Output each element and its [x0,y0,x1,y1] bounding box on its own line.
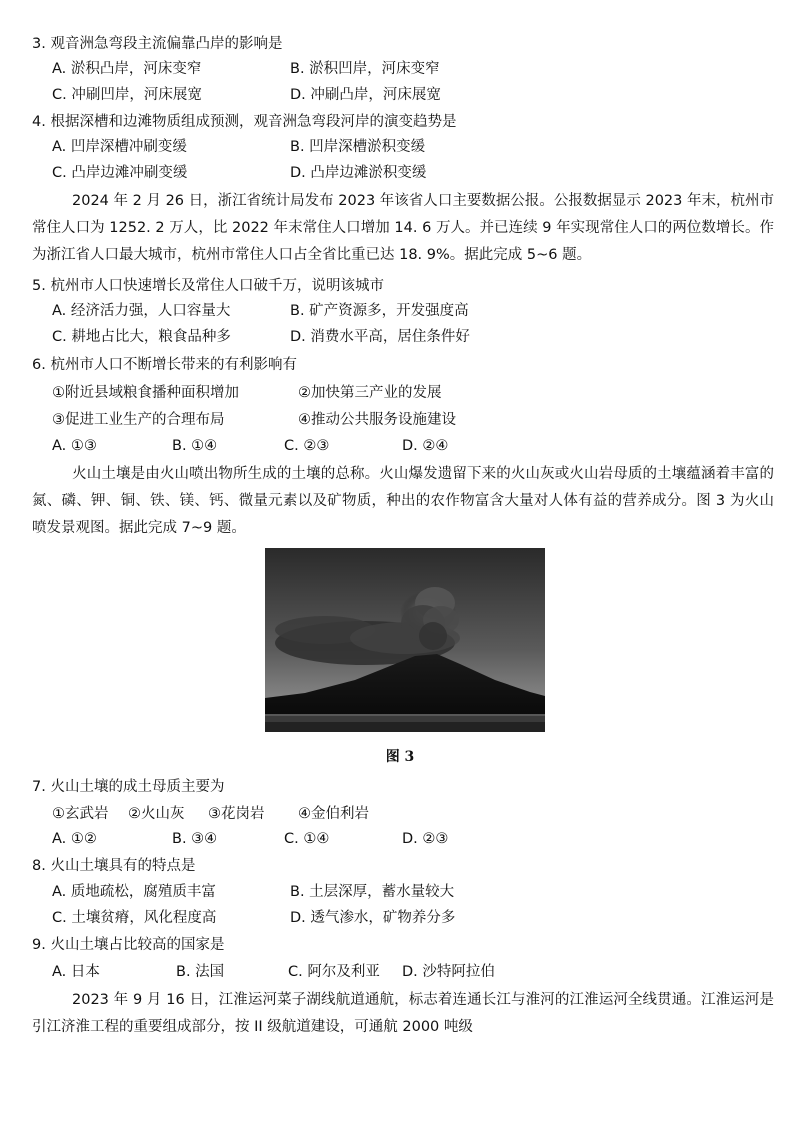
q4-option-a: A. 凹岸深槽冲刷变缓 [52,139,187,155]
passage-volcanic-soil [32,461,774,542]
q8-option-c: C. 土壤贫瘠，风化程度高 [52,910,217,926]
q5-option-a: A. 经济活力强，人口容量大 [52,303,231,319]
q6-option-a: A. ①③ [52,438,97,454]
question-4-stem: 4. 根据深槽和边滩物质组成预测，观音洲急弯段河岸的演变趋势是 [32,114,457,130]
q7-option-a: A. ①② [52,831,97,847]
question-8-stem: 8. 火山土壤具有的特点是 [32,858,196,874]
passage-canal [32,987,774,1041]
q5-option-d: D. 消费水平高，居住条件好 [290,329,470,345]
q8-option-a: A. 质地疏松，腐殖质丰富 [52,884,216,900]
question-9-stem: 9. 火山土壤占比较高的国家是 [32,937,225,953]
q6-option-b: B. ①④ [172,438,218,454]
q6-item-4: ④推动公共服务设施建设 [298,412,456,428]
q6-option-d: D. ②④ [402,438,449,454]
q7-item-1: ①玄武岩 [52,806,109,822]
q4-option-d: D. 凸岸边滩淤积变缓 [290,165,427,181]
question-6-stem: 6. 杭州市人口不断增长带来的有利影响有 [32,357,297,373]
question-7-stem: 7. 火山土壤的成土母质主要为 [32,779,225,795]
q7-item-3: ③花岗岩 [208,806,265,822]
q7-item-2: ②火山灰 [128,806,185,822]
q3-option-c: C. 冲刷凹岸，河床展宽 [52,87,202,103]
passage-population [32,188,774,269]
figure-caption: 图 3 [385,749,415,765]
q6-item-2: ②加快第三产业的发展 [298,385,442,401]
q7-item-4: ④金伯利岩 [298,806,369,822]
passage-population-text: 2024 年 2 月 26 日，浙江省统计局发布 2023 年该省人口主要数据公报。公报数据显示 2023 年末，杭州市常住人口为 1252. 2 万人，比 2022 年末常住人口增加 14. 6 万人。并已连续 9 年实现常住人口的两位数增长。作为浙江省人口最大城市，杭州市常住人口占全省比重已达 18. 9%。据此完成 5~6 题。 [32,193,774,263]
q6-option-c: C. ②③ [284,438,330,454]
q6-item-3: ③促进工业生产的合理布局 [52,412,225,428]
q9-option-c: C. 阿尔及利亚 [288,964,380,980]
q9-option-a: A. 日本 [52,964,100,980]
q8-option-b: B. 土层深厚，蓄水量较大 [290,884,455,900]
q9-option-b: B. 法国 [176,964,225,980]
q9-option-d: D. 沙特阿拉伯 [402,964,495,980]
q3-option-d: D. 冲刷凸岸，河床展宽 [290,87,441,103]
passage-volcanic-soil-text: 火山土壤是由火山喷出物所生成的土壤的总称。火山爆发遗留下来的火山灰或火山岩母质的土壤蕴涵着丰富的氮、磷、钾、铜、铁、镁、钙、微量元素以及矿物质，种出的农作物富含大量对人体有益的营养成分。图 3 为火山喷发景观图。据此完成 7~9 题。 [32,466,774,536]
q6-item-1: ①附近县域粮食播种面积增加 [52,385,239,401]
question-3-stem: 3. 观音洲急弯段主流偏靠凸岸的影响是 [32,36,283,52]
q7-option-d: D. ②③ [402,831,449,847]
q3-option-b: B. 淤积凹岸，河床变窄 [290,61,440,77]
passage-canal-text: 2023 年 9 月 16 日，江淮运河菜子湖线航道通航，标志着连通长江与淮河的江淮运河全线贯通。江淮运河是引江济淮工程的重要组成部分，按 II 级航道建设，可通航 2000 吨级 [32,992,774,1035]
volcano-eruption-photo [265,548,545,732]
q5-option-c: C. 耕地占比大，粮食品种多 [52,329,231,345]
q7-option-b: B. ③④ [172,831,218,847]
q5-option-b: B. 矿产资源多，开发强度高 [290,303,469,319]
q3-option-a: A. 淤积凸岸，河床变窄 [52,61,202,77]
question-5-stem: 5. 杭州市人口快速增长及常住人口破千万，说明该城市 [32,278,384,294]
q4-option-c: C. 凸岸边滩冲刷变缓 [52,165,188,181]
q4-option-b: B. 凹岸深槽淤积变缓 [290,139,426,155]
q7-option-c: C. ①④ [284,831,330,847]
q8-option-d: D. 透气渗水，矿物养分多 [290,910,456,926]
